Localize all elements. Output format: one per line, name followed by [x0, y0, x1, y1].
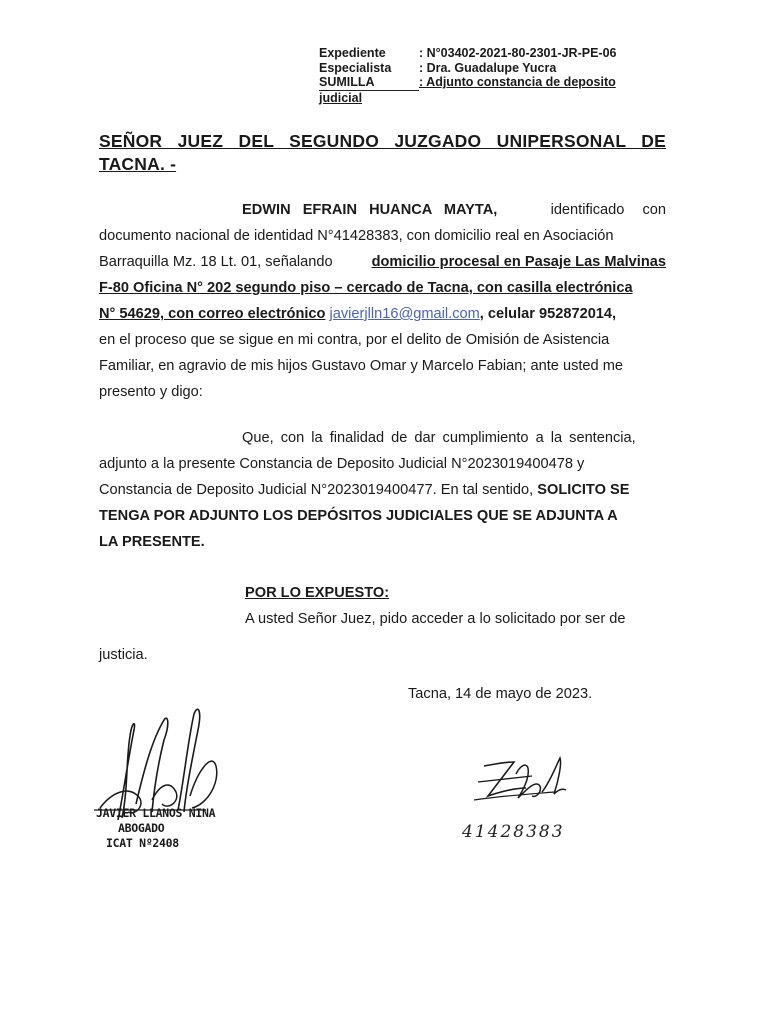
expediente-row	[319, 46, 616, 61]
case-header	[319, 46, 616, 105]
stamp-lawyer-name: JAVIER LLANOS NINA	[96, 806, 216, 820]
body-line-4	[99, 503, 666, 529]
closing-heading-line	[99, 580, 666, 606]
email-link[interactable]: javierjlln16@gmail.com	[329, 306, 480, 322]
body-line-3-plain: Constancia de Deposito Judicial N°2023019400477. En tal sentido,	[99, 482, 534, 498]
intro-line-2	[99, 223, 666, 249]
intro-line-6	[99, 327, 666, 353]
celular-text: , celular 952872014,	[479, 306, 617, 322]
closing-line-1-text: A usted Señor Juez, pido acceder a lo solicitado por ser de	[245, 611, 626, 627]
body-line-2-text: adjunto a la presente Constancia de Deposito Judicial N°2023019400478 y	[99, 456, 585, 472]
closing-line-1	[99, 606, 666, 632]
especialista-value: : Dra. Guadalupe Yucra	[419, 60, 557, 75]
sumilla-label: SUMILLA	[319, 75, 419, 91]
petitioner-name: EDWIN EFRAIN HUANCA MAYTA,	[242, 202, 498, 218]
intro-line-8-text: presento y digo:	[99, 384, 203, 400]
body-line-2	[99, 451, 666, 477]
expediente-label: Expediente	[319, 46, 386, 60]
client-dni-handwritten: 41428383	[462, 822, 565, 842]
body-line-5	[99, 529, 666, 555]
intro-line-8	[99, 379, 666, 405]
body-line-1	[99, 425, 666, 451]
lawyer-stamp	[96, 806, 215, 851]
closing-line-2-text: justicia.	[99, 647, 148, 663]
solicito-text: SOLICITO SE	[537, 482, 630, 498]
closing-section	[99, 580, 666, 668]
especialista-label: Especialista	[319, 60, 392, 75]
document-title: SEÑOR JUEZ DEL SEGUNDO JUZGADO UNIPERSONAL DE TACNA. -	[99, 131, 666, 174]
intro-line-1-rest: identificado con	[550, 202, 666, 218]
casilla-electronica: N° 54629, con correo electrónico	[99, 306, 326, 322]
intro-line-7-text: Familiar, en agravio de mis hijos Gustavo Omar y Marcelo Fabian; ante usted me	[99, 358, 623, 374]
stamp-registration: ICAT Nº2408	[106, 836, 179, 850]
date-line	[408, 681, 668, 707]
intro-line-4-text: F-80 Oficina N° 202 segundo piso – cercado de Tacna, con casilla electrónica	[99, 280, 633, 296]
por-lo-expuesto-heading: POR LO EXPUESTO:	[245, 585, 390, 601]
body-line-3-wrap	[99, 477, 629, 503]
intro-line-5	[99, 301, 666, 327]
closing-line-2	[99, 642, 666, 668]
client-signature	[470, 752, 570, 814]
intro-line-1	[99, 197, 666, 223]
stamp-title: ABOGADO	[118, 821, 165, 835]
intro-line-3	[99, 249, 666, 275]
intro-line-5-wrap	[99, 301, 616, 327]
sumilla-continuation: judicial	[319, 90, 363, 105]
sumilla-value: : Adjunto constancia de deposito	[419, 75, 616, 89]
body-line-1-text: Que, con la finalidad de dar cumplimiento a la sentencia,	[242, 430, 636, 446]
intro-line-3-plain: Barraquilla Mz. 18 Lt. 01, señalando	[99, 254, 333, 270]
body-line-5-text: LA PRESENTE.	[99, 534, 205, 550]
sumilla-cont-row	[319, 91, 616, 106]
document-date: Tacna, 14 de mayo de 2023.	[408, 686, 593, 702]
expediente-value: : N°03402-2021-80-2301-JR-PE-06	[419, 46, 617, 60]
intro-line-7	[99, 353, 666, 379]
especialista-row	[319, 61, 616, 76]
intro-paragraph	[99, 197, 666, 405]
intro-line-6-text: en el proceso que se sigue en mi contra, por el delito de Omisión de Asistencia	[99, 332, 610, 348]
body-paragraph	[99, 425, 666, 555]
body-line-4-text: TENGA POR ADJUNTO LOS DEPÓSITOS JUDICIALES QUE SE ADJUNTA A	[99, 508, 618, 524]
sumilla-row	[319, 75, 616, 91]
intro-line-2-text: documento nacional de identidad N°41428383, con domicilio real en Asociación	[99, 228, 614, 244]
intro-line-4	[99, 275, 666, 301]
body-line-3	[99, 477, 666, 503]
domicilio-procesal: domicilio procesal en Pasaje Las Malvinas	[371, 254, 666, 270]
